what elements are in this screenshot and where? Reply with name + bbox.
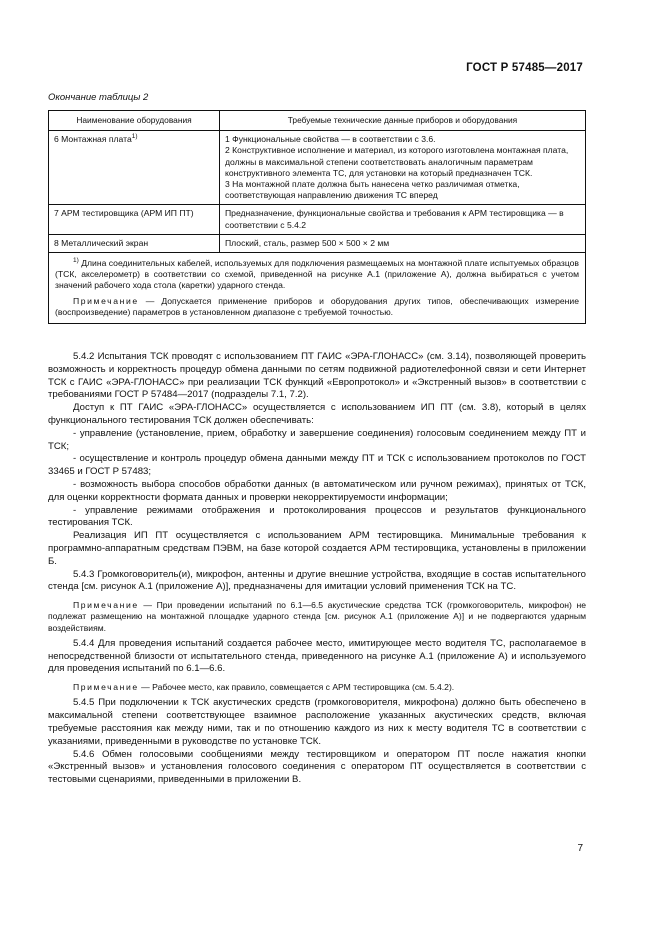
spec-line: 3 На монтажной плате должна быть нанесена четко различимая отметка, соответствующая направлению движения ТС вперед [225,179,520,201]
note [48,600,586,634]
table-cell-name: 7 АРМ тестировщика (АРМ ИП ПТ) [49,205,220,234]
note-text: — Допускается применение приборов и оборудования других типов, обеспечивающих измерение (воспроизведение) параметров в установленном диапазоне с требуемой точностью. [55,295,579,317]
footnote-text: Длина соединительных кабелей, используемых для подключения размещаемых на монтажной плате испытуемых образцов (ТСК, акселерометр) в соответствии со схемой, приведенной на рисунке А.1 (приложение А), должна выбираться с учетом значений рабочего хода стола (каретки) ударного стенда. [55,258,579,291]
paragraph: Доступ к ПТ ГАИС «ЭРА-ГЛОНАСС» осуществляется с использованием ИП ПТ (см. 3.8), который в целях функционального тестирования ТСК должен обеспечивать: [48,402,586,426]
table-note [55,296,579,318]
paragraph: 5.4.6 Обмен голосовыми сообщениями между тестировщиком и оператором ПТ после нажатия кнопки «Экстренный вызов» и установления голосового соединения с оператором ПТ осуществляется в соответствии с тестовыми сценариями, приведенными в приложении В. [48,748,586,786]
spec-line: Плоский, сталь, размер 500 × 500 × 2 мм [225,237,390,248]
note-text: — При проведении испытаний по 6.1—6.5 акустические средства ТСК (громкоговоритель, микрофон) не подлежат размещению на монтажной площадке ударного стенда [см. рисунок А.1 (приложение А)] и не подвергаются ударным воздействиям. [48,600,586,633]
list-item: - возможность выбора способов обработки данных (в автоматическом или ручном режимах), принятых от ТСК, для оценки корректности формата данных и проверки некорректируемости информации; [48,478,586,503]
note [48,682,586,693]
note-text: — Рабочее место, как правило, совмещается с АРМ тестировщика (см. 5.4.2). [138,682,455,693]
table-row [49,234,586,252]
note-label: Примечание [73,682,139,693]
spec-line: Предназначение, функциональные свойства и требования к АРМ тестировщика — в соответствии с 5.4.2 [225,208,564,230]
paragraph: 5.4.2 Испытания ТСК проводят с использованием ПТ ГАИС «ЭРА-ГЛОНАСС» (см. 3.14), позволяющей проверить возможность и корректность процедур обмена данными по сетям подвижной радиотелефонной связи и сети Интернет ТСК с ГАИС «ЭРА-ГЛОНАСС» при реализации ТСК функций «Европротокол» и «Экстренный вызов» в соответствии с требованиями ГОСТ Р 57484—2017 (подразделы 7.1, 7.2). [48,351,586,401]
paragraph: 5.4.5 При подключении к ТСК акустических средств (громкоговорителя, микрофона) должно быть обеспечено в максимальной степени соответствующее взаимное расположение указанных акустических средств, включая требуемые расстояния как между ними, так и по отношению каждого из них к месту водителя ТС в соответствии с указаниями, приведенными в руководстве по установке ТСК. [48,697,586,747]
column-header-name: Наименование оборудования [49,111,220,131]
list-item: - управление режимами отображения и протоколирования процессов и результатов функционального тестирования ТСК. [48,504,586,529]
paragraph: Реализация ИП ПТ осуществляется с использованием АРМ тестировщика. Минимальные требования к программно-аппаратным средствам ПЭВМ, на базе которой создается АРМ тестировщика, установлены в приложении Б. [48,530,586,567]
table-row [49,131,586,205]
table-caption: Окончание таблицы 2 [48,92,149,103]
table-cell-spec [220,131,586,205]
note-label: Примечание [73,295,139,306]
table-cell-spec [220,234,586,252]
row-name: 6 Монтажная плата [54,134,132,145]
page-number: 7 [577,843,583,854]
table-cell-name [49,131,220,205]
list-item: - осуществление и контроль процедур обмена данными между ПТ и ТСК с использованием протоколов по ГОСТ 33465 и ГОСТ Р 57483; [48,453,586,478]
column-header-spec: Требуемые технические данные приборов и оборудования [220,111,586,131]
table-header-row [49,111,586,131]
spec-line: 2 Конструктивное исполнение и материал, из которого изготовлена монтажная плата, должны в максимальной степени соответствовать аналогичным параметрам конструктивного элемента ТС, для установки на который предназначен ТСК. [225,145,569,178]
table-notes-cell [49,253,586,324]
table-cell-name: 8 Металлический экран [49,234,220,252]
table-row [49,205,586,234]
body-text [48,351,586,787]
footnote-ref: 1) [131,133,138,141]
equipment-table [48,110,586,324]
paragraph: 5.4.4 Для проведения испытаний создается рабочее место, имитирующее место водителя ТС, располагаемое в непосредственной близости от испытательного стенда, приведенного на рисунке А.1 (приложение А) и используемого для проведения испытаний по 6.1—6.6. [48,637,586,675]
spec-line: 1 Функциональные свойства — в соответствии с 3.6. [225,134,436,145]
list-item: - управление (установление, прием, обработку и завершение соединения) голосовым соединением между ПТ и ТСК; [48,427,586,452]
document-code-header: ГОСТ Р 57485—2017 [466,62,583,74]
table-footnote [55,258,579,292]
table-notes-row [49,253,586,324]
footnote-mark: 1) [73,257,79,265]
paragraph: 5.4.3 Громкоговоритель(и), микрофон, антенны и другие внешние устройства, входящие в состав испытательного стенда [см. рисунок А.1 (приложение А)], предназначены для имитации условий применения ТСК на ТС. [48,568,586,593]
table-cell-spec [220,205,586,234]
note-label: Примечание [73,600,139,611]
